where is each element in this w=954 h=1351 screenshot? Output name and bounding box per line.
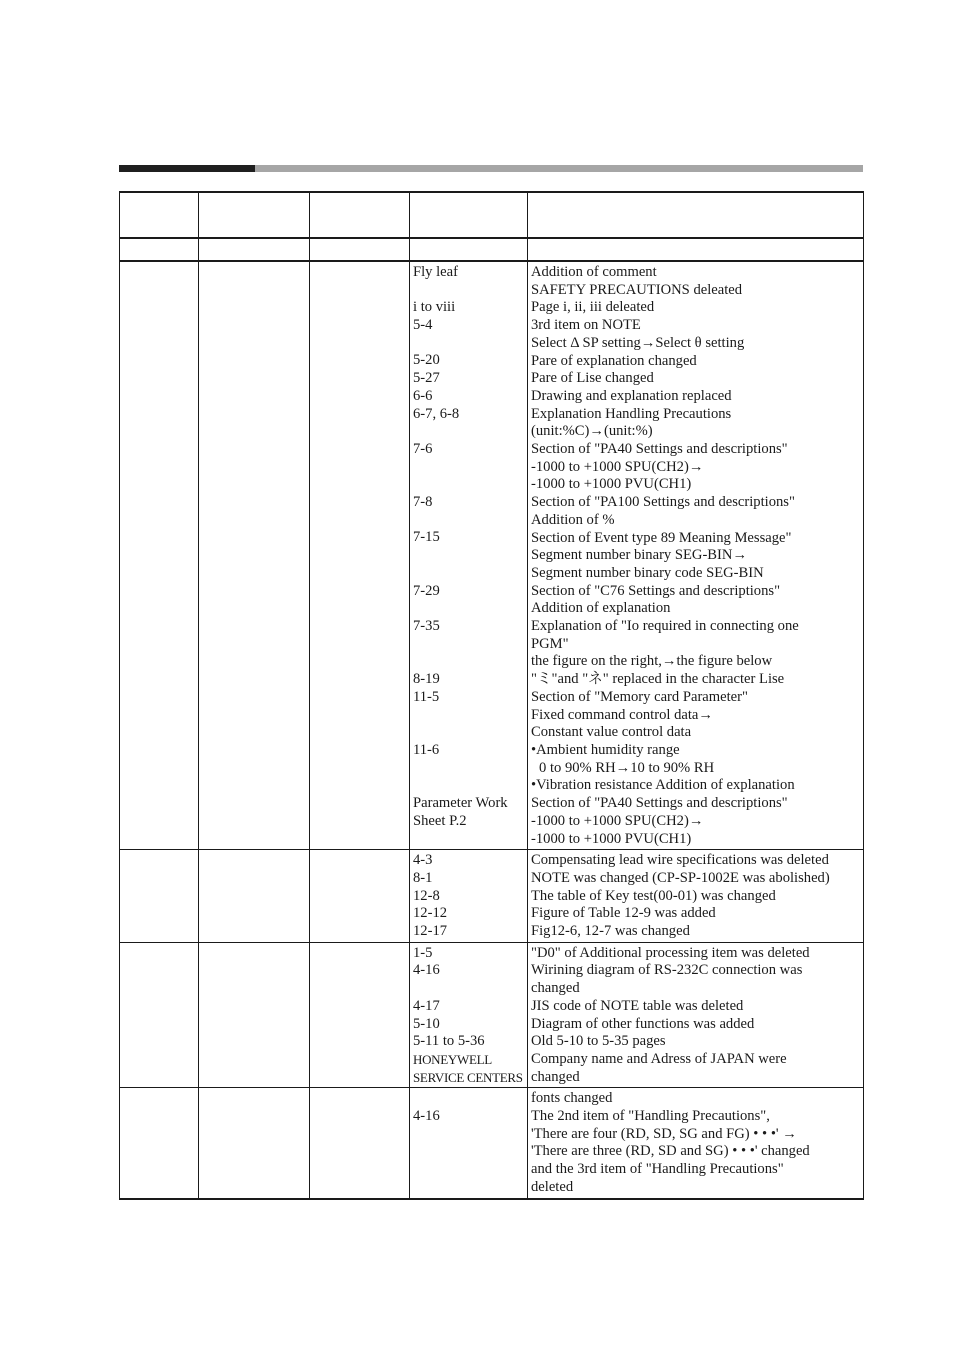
description-line: NOTE was changed (CP-SP-1002E was abolished) [531, 869, 830, 886]
description-line: •Ambient humidity range [531, 741, 680, 758]
description-line: Section of Event type 89 Meaning Message" [531, 529, 792, 546]
empty-cell [120, 850, 199, 943]
page-ref [413, 335, 524, 353]
page-ref: 12-8 [413, 887, 440, 904]
page-ref: 7-8 [413, 494, 433, 511]
page-cell [410, 850, 528, 943]
page-ref: 6-6 [413, 387, 433, 404]
empty-cell [310, 261, 410, 850]
description-line: Section of "PA100 Settings and descriptions" [531, 494, 795, 511]
page-ref: 4-16 [413, 962, 440, 979]
description-line: Explanation of "Io required in connecting one [531, 618, 799, 635]
page-ref: Fly leaf [413, 264, 458, 280]
description-line: and the 3rd item of "Handling Precautions" [531, 1161, 784, 1178]
description-line: Pare of explanation changed [531, 352, 697, 369]
description-line: fonts changed [531, 1090, 613, 1107]
empty-cell [199, 850, 310, 943]
description-line: The table of Key test(00-01) was changed [531, 887, 776, 904]
description-line: Old 5-10 to 5-35 pages [531, 1033, 666, 1050]
header-cell-3 [310, 192, 410, 238]
description-line: Diagram of other functions was added [531, 1015, 755, 1032]
header-cell-5 [528, 192, 864, 238]
table-row [120, 1088, 864, 1199]
description-line: Segment number binary SEG-BIN→ [531, 547, 748, 564]
page-ref [413, 600, 524, 618]
page-ref [413, 777, 524, 795]
description-line: Fixed command control data→ [531, 706, 713, 723]
page-ref [413, 724, 524, 742]
page-ref: 5-20 [413, 352, 440, 369]
description-line: -1000 to +1000 PVU(CH1) [531, 476, 692, 493]
page-ref: 12-17 [413, 923, 448, 940]
page-ref: 5-4 [413, 317, 433, 334]
page-ref: 4-3 [413, 852, 433, 869]
page-ref [413, 423, 524, 441]
description-line: Section of "PA40 Settings and descriptions" [531, 795, 788, 812]
page-ref: 11-6 [413, 741, 440, 758]
empty-cell [310, 850, 410, 943]
description-line: Section of "PA40 Settings and descriptions" [531, 441, 788, 458]
page-ref [413, 1179, 524, 1197]
description-line: 3rd item on NOTE [531, 317, 641, 334]
description-line: Segment number binary code SEG-BIN [531, 564, 764, 581]
empty-cell [120, 261, 199, 850]
page-ref: 11-5 [413, 688, 440, 705]
description-line: SAFETY PRECAUTIONS deleated [531, 281, 743, 298]
page-ref [413, 459, 524, 477]
empty-cell [199, 261, 310, 850]
header-cell-4 [410, 192, 528, 238]
page-ref: Sheet P.2 [413, 812, 467, 829]
description-line: PGM" [531, 635, 569, 652]
description-cell [528, 942, 864, 1088]
description-line: (unit:%C)→(unit:%) [531, 423, 653, 440]
page-ref [413, 706, 524, 724]
page-ref: 8-19 [413, 671, 440, 687]
description-line: Select Δ SP setting→Select θ setting [531, 334, 745, 351]
page-ref [413, 1126, 524, 1144]
description-line: Addition of comment [531, 264, 657, 280]
header-bar-light [255, 165, 863, 172]
description-line: The 2nd item of "Handling Precautions", [531, 1108, 770, 1125]
page-ref [413, 830, 524, 848]
table-row [120, 942, 864, 1088]
page-ref [413, 980, 524, 998]
page-ref: 12-12 [413, 905, 448, 922]
description-line: Section of "Memory card Parameter" [531, 688, 748, 705]
description-line: the figure on the right,→the figure below [531, 653, 773, 670]
page-ref: 6-7, 6-8 [413, 405, 460, 422]
empty-cell [199, 942, 310, 1088]
description-line: Drawing and explanation replaced [531, 387, 732, 404]
revision-history-table [119, 191, 864, 1200]
page-cell [410, 1088, 528, 1199]
page-cell [410, 942, 528, 1088]
description-line: 'There are four (RD, SD, SG and FG) • • •' → [531, 1125, 797, 1142]
page-ref [413, 1090, 524, 1108]
description-line: 'There are three (RD, SD and SG) • • •' changed [531, 1143, 810, 1160]
table-spacer-row [120, 238, 864, 261]
description-line: -1000 to +1000 PVU(CH1) [531, 830, 692, 847]
page-ref: 1-5 [413, 944, 433, 961]
description-line: Page i, ii, iii deleated [531, 299, 655, 316]
description-cell [528, 261, 864, 850]
page-ref: 5-10 [413, 1015, 440, 1032]
page-ref: i to viii [413, 299, 456, 316]
header-cell-2 [199, 192, 310, 238]
page-ref [413, 547, 524, 565]
page-ref: 4-17 [413, 997, 440, 1014]
page-ref: HONEYWELL [413, 1051, 492, 1067]
empty-cell [310, 942, 410, 1088]
page-ref: 4-16 [413, 1108, 440, 1125]
page-ref: 7-29 [413, 582, 440, 599]
description-line: Fig12-6, 12-7 was changed [531, 923, 690, 940]
description-line: Figure of Table 12-9 was added [531, 905, 716, 922]
page-ref: 5-11 to 5-36 [413, 1033, 485, 1050]
description-cell [528, 1088, 864, 1199]
page-ref [413, 1161, 524, 1179]
page-ref: SERVICE CENTERS [413, 1069, 523, 1085]
page-cell [410, 261, 528, 850]
page-ref: 5-27 [413, 370, 440, 387]
description-line: "ミ"and "ネ" replaced in the character Lise [531, 671, 785, 688]
page-ref [413, 512, 524, 530]
description-line: -1000 to +1000 SPU(CH2)→ [531, 458, 704, 475]
description-line: "D0" of Additional processing item was deleted [531, 944, 810, 961]
empty-cell [199, 1088, 310, 1199]
page-ref [413, 759, 524, 777]
description-line: •Vibration resistance Addition of explanation [531, 777, 795, 794]
empty-cell [120, 942, 199, 1088]
page-ref [413, 636, 524, 654]
empty-cell [120, 1088, 199, 1199]
table-row [120, 850, 864, 943]
page-ref [413, 476, 524, 494]
description-line: Company name and Adress of JAPAN were [531, 1050, 787, 1067]
description-line: JIS code of NOTE table was deleted [531, 997, 744, 1014]
page-ref: 7-35 [413, 617, 440, 634]
description-line: -1000 to +1000 SPU(CH2)→ [531, 812, 704, 829]
empty-cell [310, 1088, 410, 1199]
description-line: Explanation Handling Precautions [531, 405, 732, 422]
description-cell [528, 850, 864, 943]
description-line: Compensating lead wire specifications was deleted [531, 852, 829, 869]
page-ref: 7-15 [413, 529, 440, 546]
page-ref [413, 282, 524, 300]
description-line: Addition of explanation [531, 600, 671, 617]
page-ref: 8-1 [413, 869, 433, 886]
description-line: Pare of Lise changed [531, 370, 654, 387]
page-ref: Parameter Work [413, 794, 508, 811]
table-row [120, 261, 864, 850]
description-line: Wirining diagram of RS-232C connection was [531, 962, 803, 979]
page-ref [413, 1143, 524, 1161]
description-line: 0 to 90% RH→10 to 90% RH [539, 759, 715, 776]
table-header-row [120, 192, 864, 238]
description-line: deleted [531, 1178, 574, 1195]
description-line: Section of "C76 Settings and descriptions" [531, 582, 781, 599]
page-ref [413, 565, 524, 583]
description-line: changed [531, 1068, 580, 1085]
page-ref: 7-6 [413, 440, 433, 457]
header-cell-1 [120, 192, 199, 238]
description-line: Constant value control data [531, 724, 692, 741]
page-ref [413, 653, 524, 671]
description-line: Addition of % [531, 511, 615, 528]
header-bar-dark [119, 165, 255, 172]
description-line: changed [531, 980, 580, 997]
